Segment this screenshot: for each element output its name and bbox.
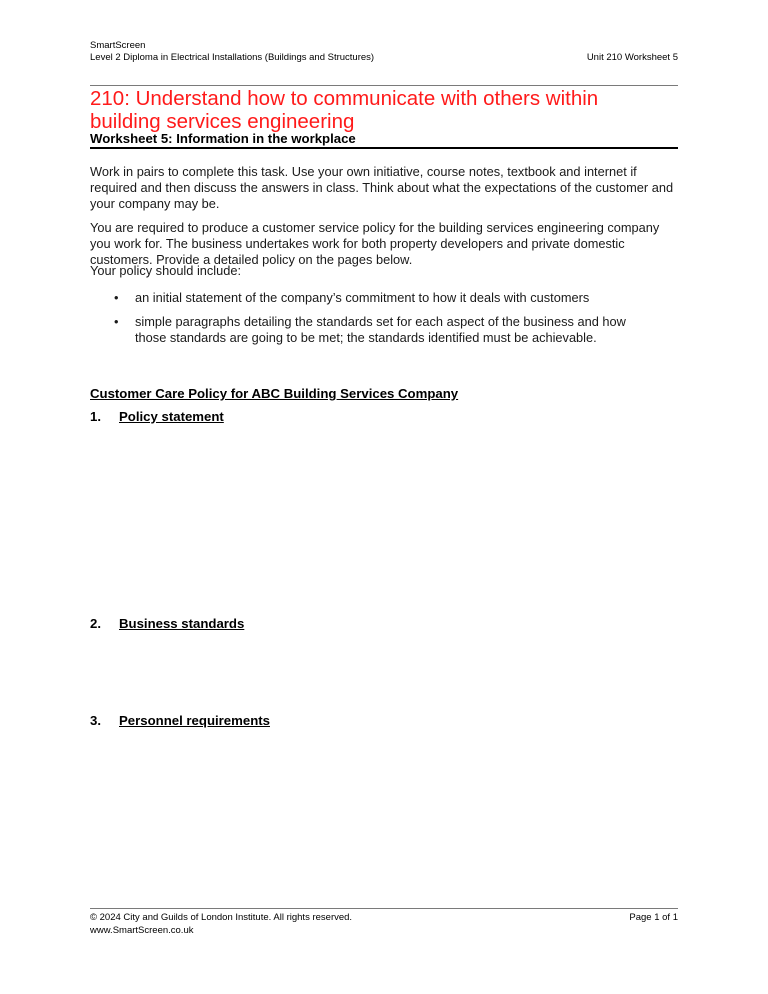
worksheet-page (90, 0, 678, 994)
footer-copyright: © 2024 City and Guilds of London Institute. All rights reserved. (90, 912, 353, 923)
header-unit-ref: Unit 210 Worksheet 5 (586, 52, 678, 63)
page-header (90, 40, 678, 64)
title-divider (90, 147, 678, 149)
intro-paragraph-2: You are required to produce a customer service policy for the building services engineering company you work for. The business undertakes work for both property developers and private domestic customers. Provide a detailed policy on the pages below. (90, 220, 660, 267)
bullet-icon: • (114, 290, 119, 305)
section-number: 2. (90, 616, 101, 631)
section-number: 3. (90, 713, 101, 728)
header-brand: SmartScreen (90, 40, 146, 51)
title-line-2: building services engineering (90, 110, 355, 133)
footer-website: www.SmartScreen.co.uk (90, 925, 194, 936)
business-standards-answer-area[interactable] (90, 637, 678, 707)
header-course: Level 2 Diploma in Electrical Installations (Buildings and Structures) (90, 52, 375, 63)
page-title (90, 87, 678, 133)
section-heading: Policy statement (119, 409, 224, 424)
policy-title: Customer Care Policy for ABC Building Services Company (90, 386, 459, 401)
section-heading: Business standards (119, 616, 245, 631)
intro-paragraph-1: Work in pairs to complete this task. Use your own initiative, course notes, textbook and internet if required and then discuss the answers in class. Think about what the expectations of the customer and your company may be. (90, 164, 674, 211)
header-divider (90, 85, 678, 86)
policy-statement-answer-area[interactable] (90, 430, 678, 610)
section-number: 1. (90, 409, 101, 424)
page-footer (90, 911, 678, 937)
list-item-text: an initial statement of the company’s commitment to how it deals with customers (135, 290, 590, 305)
section-heading: Personnel requirements (119, 713, 270, 728)
bullet-icon: • (114, 314, 119, 329)
personnel-requirements-answer-area[interactable] (90, 734, 678, 894)
worksheet-subtitle: Worksheet 5: Information in the workplace (90, 131, 356, 146)
list-item-text: simple paragraphs detailing the standards set for each aspect of the business and how those standards are going to be met; the standards identified must be achievable. (135, 314, 626, 345)
title-line-1: 210: Understand how to communicate with others within (90, 87, 599, 110)
footer-divider (90, 908, 678, 909)
footer-page-number: Page 1 of 1 (629, 912, 678, 923)
intro-paragraph-3: Your policy should include: (90, 263, 242, 278)
